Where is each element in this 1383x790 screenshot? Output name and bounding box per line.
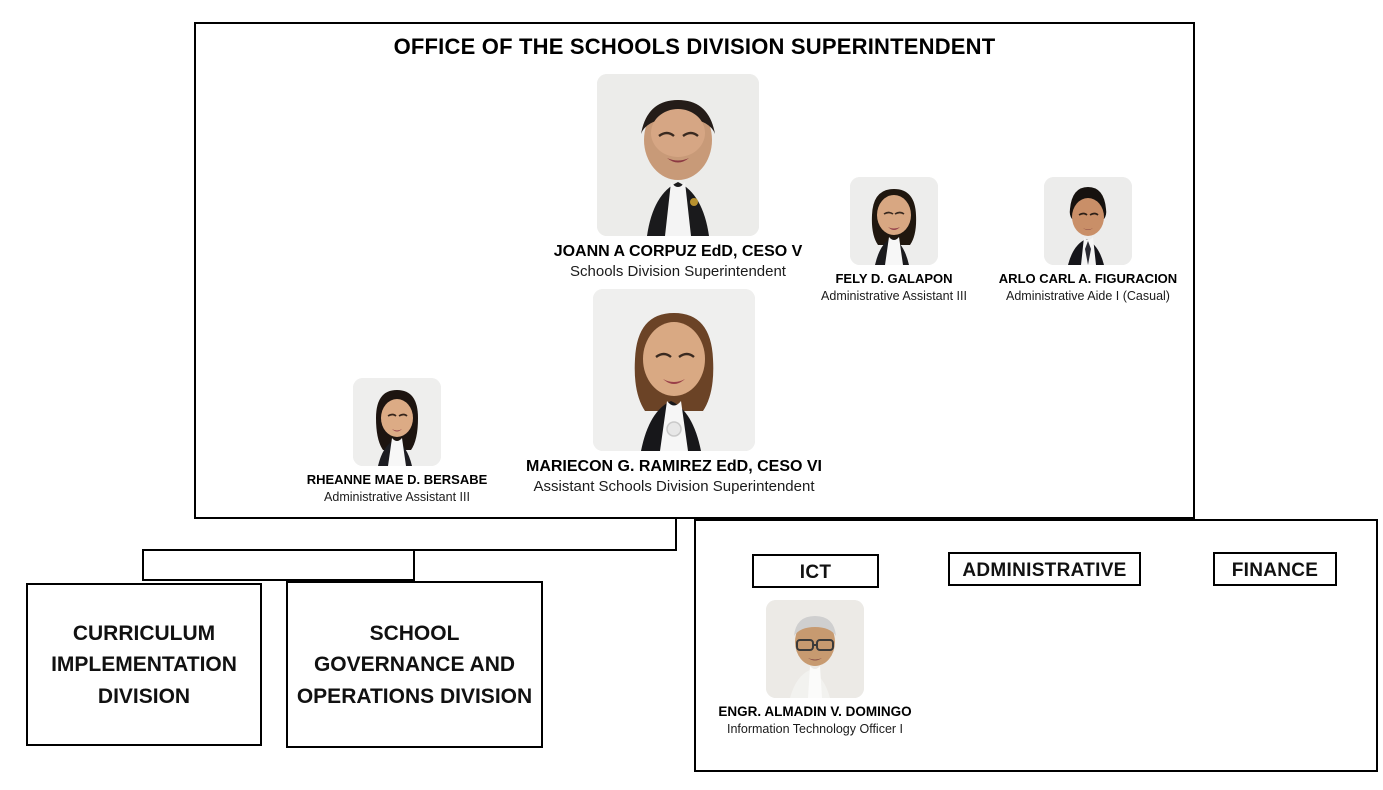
unit-box-administrative: ADMINISTRATIVE [948,552,1141,586]
person-role: Information Technology Officer I [726,722,904,737]
osds-panel-title: OFFICE OF THE SCHOOLS DIVISION SUPERINTENDENT [393,34,996,59]
unit-box-ict: ICT [752,554,879,588]
portrait-photo-domingo [766,600,864,698]
person-name: ARLO CARL A. FIGURACION [998,271,1178,286]
connector-osds-to-divisions [675,519,677,549]
unit-box-finance: FINANCE [1213,552,1337,586]
person-name: MARIECON G. RAMIREZ EdD, CESO VI [525,458,822,475]
division-label: CURRICULUM IMPLEMENTATION DIVISION [51,621,237,708]
portrait-photo-sds [597,74,759,236]
person-card-assistant-schools-division-superintendent [498,289,850,497]
portrait-photo-figuracion [1044,177,1132,265]
person-role: Administrative Assistant III [324,489,470,504]
person-name: JOANN A CORPUZ EdD, CESO V [553,243,803,260]
person-role: Assistant Schools Division Superintendent [533,478,815,496]
person-card-ict-officer-domingo [714,600,916,738]
connector-drop-cid [142,549,144,581]
connector-drop-sgod [413,549,415,581]
portrait-photo-galapon [850,177,938,265]
division-box-school-governance-operations [286,581,543,748]
person-role: Schools Division Superintendent [570,263,786,281]
person-name: FELY D. GALAPON [835,271,953,286]
person-card-administrative-assistant-iii-bersabe [297,378,497,505]
person-card-administrative-assistant-iii-galapon [794,177,994,304]
person-role: Administrative Assistant III [821,288,967,303]
person-name: ENGR. ALMADIN V. DOMINGO [718,704,912,719]
division-box-curriculum-implementation [26,583,262,746]
division-label: SCHOOL GOVERNANCE AND OPERATIONS DIVISION [296,621,533,708]
portrait-photo-asds [593,289,755,451]
person-card-administrative-aide-figuracion [988,177,1188,304]
connector-divisions-bus [142,549,677,551]
portrait-photo-bersabe [353,378,441,466]
person-role: Administrative Aide I (Casual) [1006,288,1170,303]
person-name: RHEANNE MAE D. BERSABE [306,472,488,487]
